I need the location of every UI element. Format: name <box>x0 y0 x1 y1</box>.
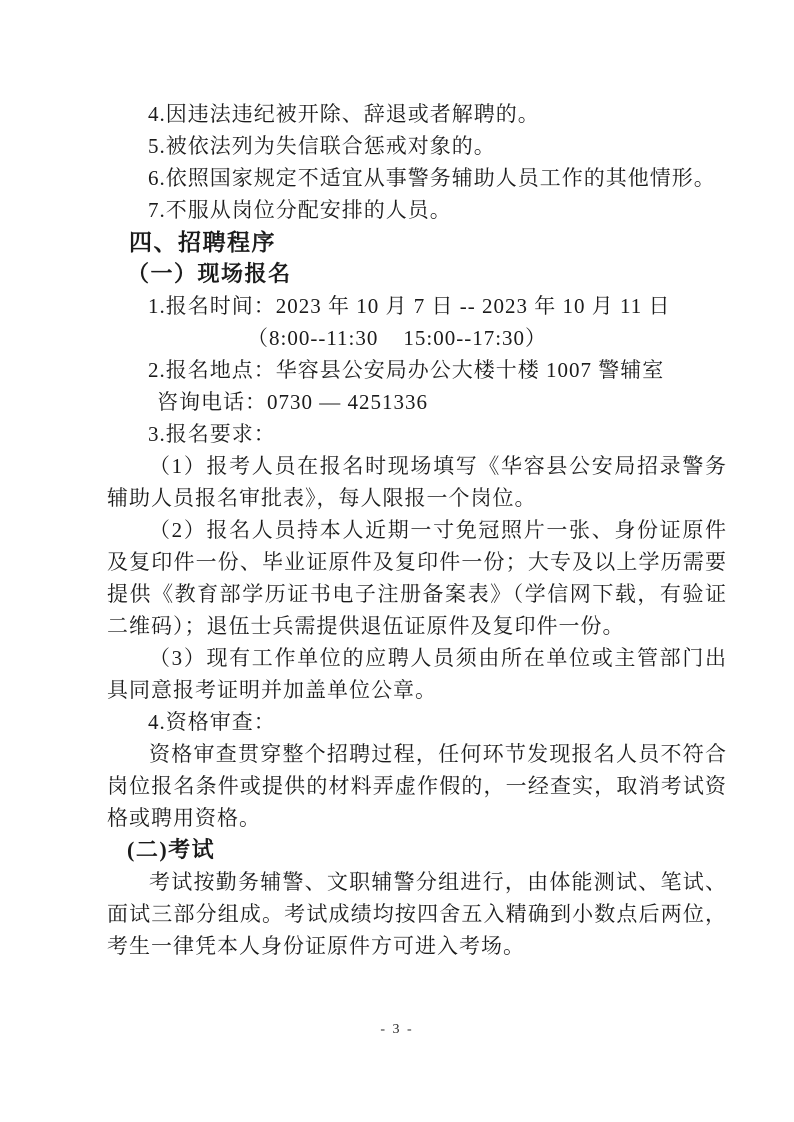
list-item-4: 4.因违法违纪被开除、辞退或者解聘的。 <box>148 102 540 126</box>
requirement-paragraph-2: （2）报名人员持本人近期一寸免冠照片一张、身份证原件及复印件一份、毕业证原件及复印件一份；大专及以上学历需要提供《教育部学历证书电子注册备案表》（学信网下载，有验证二维码）；退伍士兵需提供退伍证原件及复印件一份。 <box>107 518 727 638</box>
registration-hours-line: （8:00--11:30 15:00--17:30） <box>247 326 548 350</box>
consult-phone-line: 咨询电话：0730 — 4251336 <box>157 390 428 414</box>
list-item-7: 7.不服从岗位分配安排的人员。 <box>148 198 452 222</box>
subsection-heading-exam: (二)考试 <box>127 837 216 862</box>
section-heading-recruitment-procedure: 四、招聘程序 <box>129 229 276 255</box>
qualification-review-item: 4.资格审查： <box>148 710 276 734</box>
subsection-heading-onsite-registration: （一）现场报名 <box>127 261 292 286</box>
document-body <box>107 98 727 962</box>
registration-time-item: 1.报名时间：2023 年 10 月 7 日 -- 2023 年 10 月 11 日 <box>148 294 671 318</box>
requirement-paragraph-3: （3）现有工作单位的应聘人员须由所在单位或主管部门出具同意报考证明并加盖单位公章。 <box>107 646 727 702</box>
exam-paragraph: 考试按勤务辅警、文职辅警分组进行，由体能测试、笔试、面试三部分组成。考试成绩均按四舍五入精确到小数点后两位，考生一律凭本人身份证原件方可进入考场。 <box>107 870 727 958</box>
list-item-6: 6.依照国家规定不适宜从事警务辅助人员工作的其他情形。 <box>148 166 716 190</box>
registration-requirements-item: 3.报名要求： <box>148 422 276 446</box>
page-number <box>0 1022 794 1038</box>
list-item-5: 5.被依法列为失信联合惩戒对象的。 <box>148 134 496 158</box>
page-number-label: - 3 - <box>380 1022 414 1037</box>
qualification-review-paragraph: 资格审查贯穿整个招聘过程，任何环节发现报名人员不符合岗位报名条件或提供的材料弄虚作假的，一经查实，取消考试资格或聘用资格。 <box>107 742 727 830</box>
requirement-paragraph-1: （1）报考人员在报名时现场填写《华容县公安局招录警务辅助人员报名审批表》，每人限报一个岗位。 <box>107 454 727 510</box>
registration-place-item: 2.报名地点：华容县公安局办公大楼十楼 1007 警辅室 <box>148 358 665 382</box>
